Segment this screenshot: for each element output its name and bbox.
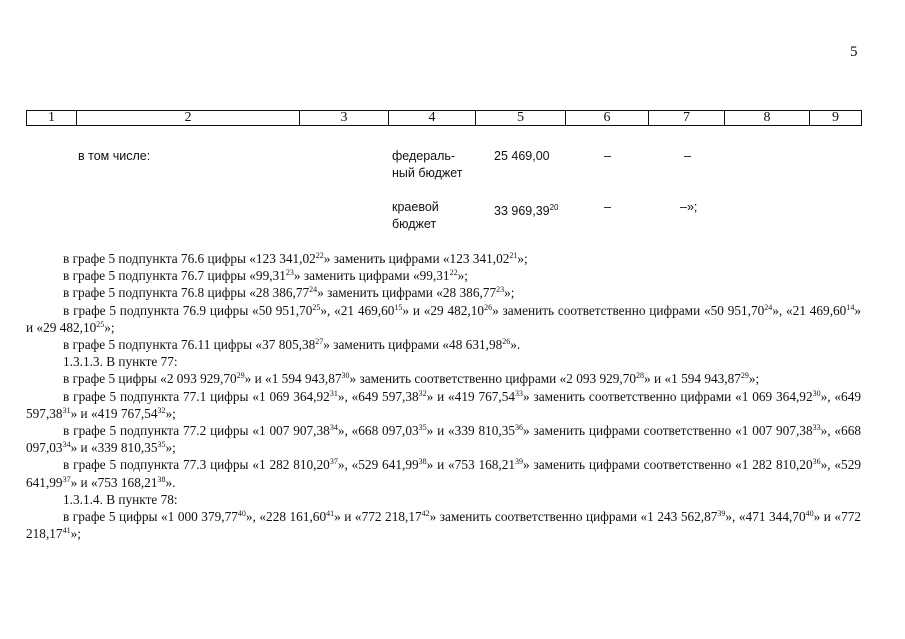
amendment-paragraph [26,388,861,422]
paragraph-text: 1.3.1.3. В пункте 77: [63,354,178,370]
paragraph-text: в графе 5 подпункта 76.6 цифры «123 341,02 [63,251,316,266]
paragraph-text: ». [510,337,521,353]
column-number-header [26,110,862,126]
dash-value: –»; [680,200,698,214]
paragraph-text: в графе 5 подпункта 76.8 цифры «28 386,77 [63,285,310,301]
column-number: 9 [810,111,862,126]
footnote-marker: 40 [237,509,246,519]
footnote-marker: 37 [62,474,71,484]
paragraph-text: », «668 097,03 [337,423,419,439]
paragraph-text: » и «753 168,21 [70,474,158,490]
footnote-marker: 22 [315,251,324,260]
footnote-marker: 32 [157,405,166,415]
paragraph-text: 1.3.1.4. В пункте 78: [63,491,178,507]
footnote-marker: 36 [515,423,524,433]
budget-type-line: краевой [392,200,439,214]
budget-type [392,148,463,182]
dash-value: – [684,149,691,163]
footnote-marker: 30 [812,388,821,398]
paragraph-text: », «21 469,60 [320,302,395,318]
paragraph-text: » заменить соответственно цифрами «2 093 929,70 [349,371,637,387]
paragraph-text: », «529 641,99 [337,457,419,473]
paragraph-text: »; [165,440,176,456]
page-number: 5 [850,44,858,60]
column-number: 3 [300,111,389,126]
paragraph-text: » и «29 482,10 [402,302,485,318]
footnote-marker: 31 [62,405,71,415]
paragraph-text: », «228 161,60 [245,509,327,525]
footnote-marker: 37 [329,457,338,467]
footnote-marker: 33 [812,423,821,433]
paragraph-text: » и «419 767,54 [426,388,516,404]
paragraph-text: » заменить цифрами «123 341,02 [323,251,510,266]
paragraph-text: »; [457,268,468,284]
paragraph-text: » заменить цифрами соответственно «1 282 810,20 [523,457,813,473]
column-number: 6 [566,111,649,126]
paragraph-text: » и «339 810,35 [426,423,516,439]
paragraph-text: в графе 5 подпункта 76.11 цифры «37 805,38 [63,337,316,353]
footnote-marker: 25 [96,319,105,329]
footnote-marker: 40 [805,509,814,519]
paragraph-text: » заменить соответственно цифрами «1 069 364,92 [523,388,813,404]
footnote-marker: 38 [418,457,427,467]
paragraph-text: »; [104,319,115,335]
amendment-paragraph [26,456,861,490]
footnote-marker: 39 [515,457,524,467]
paragraph-text: » заменить соответственно цифрами «50 951,70 [492,302,765,318]
footnote-marker: 29 [236,371,245,381]
footnote-marker: 31 [329,388,338,398]
column-number: 4 [389,111,476,126]
amendment-paragraph [26,250,861,267]
footnote-marker: 24 [764,302,773,312]
paragraph-text: »; [504,285,515,301]
footnote-marker: 38 [157,474,166,484]
budget-type [392,199,439,233]
amendment-paragraph [26,491,861,508]
paragraph-text: » заменить соответственно цифрами «1 243 562,87 [429,509,718,525]
amendment-text [26,250,861,542]
budget-type-line: федераль- [392,149,456,163]
budget-type-line: ный бюджет [392,166,463,180]
paragraph-text: » и «753 168,21 [426,457,516,473]
amount-number: 33 969,39 [494,204,550,219]
paragraph-text: »; [748,371,760,387]
dash-value: – [604,149,611,163]
footnote-marker: 23 [285,268,294,278]
amendment-paragraph [26,370,861,387]
footnote-marker: 26 [484,302,493,312]
column-number: 2 [77,111,300,126]
footnote-marker: 21 [509,251,518,260]
paragraph-text: в графе 5 подпункта 77.3 цифры «1 282 810,20 [63,457,330,473]
paragraph-text: в графе 5 подпункта 76.9 цифры «50 951,70 [63,302,313,318]
amendment-paragraph [26,267,861,284]
column-number: 8 [725,111,810,126]
footnote-marker: 34 [329,423,338,433]
amendment-paragraph [26,353,861,370]
paragraph-text: » заменить цифрами соответственно «1 007 907,38 [523,423,813,439]
footnote-marker: 30 [341,371,350,381]
paragraph-text: », «668 097,03 [26,423,861,456]
paragraph-text: » и «772 218,17 [26,509,862,542]
paragraph-text: », «649 597,38 [26,388,861,421]
footnote-marker: 14 [846,302,855,312]
footnote-marker: 34 [62,440,71,450]
footnote-marker: 27 [315,337,324,347]
paragraph-text: » заменить цифрами «99,31 [293,268,450,284]
row-label: в том числе: [78,149,151,163]
footnote-marker: 25 [312,302,321,312]
paragraph-text: », «649 597,38 [337,388,419,404]
paragraph-text: в графе 5 подпункта 76.7 цифры «99,31 [63,268,286,284]
paragraph-text: » и «419 767,54 [70,405,158,421]
paragraph-text: »; [70,526,81,542]
paragraph-text: в графе 5 подпункта 77.2 цифры «1 007 907,38 [63,423,330,439]
amount-value [494,199,559,220]
footnote-marker: 26 [502,337,511,347]
amendment-paragraph [26,302,861,336]
amendment-paragraph [26,422,861,456]
footnote-marker: 29 [740,371,749,381]
footnote-marker: 35 [157,440,166,450]
footnote-marker: 15 [394,302,403,312]
paragraph-text: » и «1 594 943,87 [644,371,741,387]
footnote-marker: 22 [449,268,458,278]
column-number: 1 [27,111,77,126]
paragraph-text: » и «772 218,17 [334,509,422,525]
footnote-marker: 42 [421,509,430,519]
column-number: 5 [476,111,566,126]
paragraph-text: » и «1 594 943,87 [244,371,342,387]
paragraph-text: »; [165,405,176,421]
footnote-marker: 33 [515,388,524,398]
footnote-marker: 20 [549,203,559,212]
column-number: 7 [649,111,725,126]
paragraph-text: », «529 641,99 [26,457,861,490]
paragraph-text: в графе 5 подпункта 77.1 цифры «1 069 364,92 [63,388,330,404]
footnote-marker: 24 [309,285,318,295]
paragraph-text: » заменить цифрами «28 386,77 [317,285,497,301]
footnote-marker: 39 [717,509,726,519]
amendment-paragraph [26,508,861,542]
paragraph-text: в графе 5 цифры «1 000 379,77 [63,509,238,525]
footnote-marker: 32 [418,388,427,398]
footnote-marker: 41 [62,526,71,536]
paragraph-text: » и «339 810,35 [70,440,158,456]
paragraph-text: »; [517,251,528,266]
dash-value: – [604,200,611,214]
paragraph-text: » заменить цифрами «48 631,98 [323,337,503,353]
amendment-paragraph [26,336,861,353]
budget-type-line: бюджет [392,217,437,231]
footnote-marker: 36 [812,457,821,467]
amount-value: 25 469,00 [494,149,550,163]
footnote-marker: 41 [326,509,335,519]
footnote-marker: 28 [636,371,645,381]
paragraph-text: », «471 344,70 [725,509,806,525]
paragraph-text: ». [165,474,176,490]
paragraph-text: », «21 469,60 [772,302,847,318]
footnote-marker: 35 [418,423,427,433]
footnote-marker: 23 [496,285,505,295]
paragraph-text: в графе 5 цифры «2 093 929,70 [63,371,237,387]
amendment-paragraph [26,284,861,301]
paragraph-text: » и «29 482,10 [26,302,861,335]
